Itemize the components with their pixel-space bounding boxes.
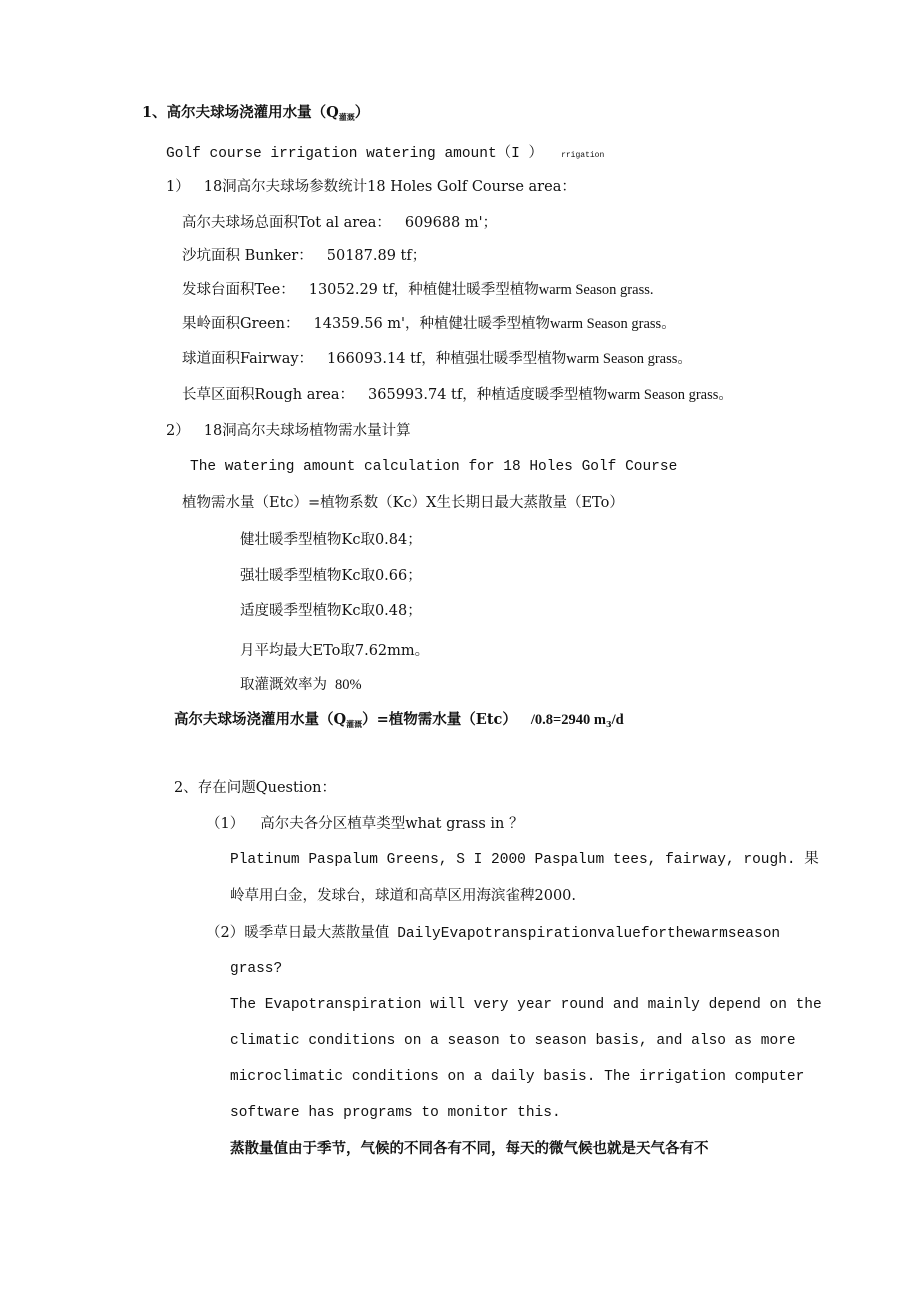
question2-heading: （2）暖季草日最大蒸散量值 DailyEvapotranspirationvalueforthewarmseason (206, 925, 781, 942)
formula-line: 植物需水量（Etc）=植物系数（Kc）X生长期日最大蒸散量（ETo） (182, 495, 624, 511)
item1-heading: 1） 18洞高尔夫球场参数统计18 Holes Golf Course area： (166, 179, 576, 195)
question2-answer-line: climatic conditions on a season to season basis, and also as more (230, 1033, 796, 1049)
efficiency-line: 取灌溉效率为 80% (240, 677, 362, 693)
item2-english-line: The watering amount calculation for 18 Holes Golf Course (190, 459, 678, 475)
section1-heading: 1、高尔夫球场浇灌用水量$(Q_{灌溉})$ (142, 104, 370, 122)
item2-heading: 2） 18洞高尔夫球场植物需水量计算 (166, 423, 411, 439)
area-row-total: 高尔夫球场总面积Tot al area： 609688 m'； (182, 215, 498, 231)
question2-answer-line: microclimatic conditions on a daily basis. The irrigation computer (230, 1069, 805, 1085)
coefficient-strong: 强壮暖季型植物Kc取0.66； (240, 568, 422, 584)
question1-answer-chinese: 岭草用白金，发球台，球道和高草区用海滨雀稗2000. (230, 888, 577, 904)
area-row-green: 果岭面积Green： 14359.56 m'，种植健壮暖季型植物warm Season grass。 (182, 316, 676, 332)
question1-heading: （1） 高尔夫各分区植草类型what grass in ？ (206, 816, 524, 832)
section1-english-title: Golf course irrigation watering amount（I ） rrigation (166, 146, 605, 162)
question2-answer-chinese: 蒸散量值由于季节，气候的不同各有不同，每天的微气候也就是天气各有不 (230, 1140, 709, 1157)
eto-line: 月平均最大ETo取7.62mm。 (240, 643, 430, 659)
result-line: 高尔夫球场浇灌用水量$(Q_{灌溉})=$植物需水量（Etc） /0.8=2940 $m_3/d$ (174, 711, 624, 729)
question2-answer-line: software has programs to monitor this. (230, 1105, 561, 1121)
question2-heading-cont: grass? (230, 961, 283, 977)
question2-answer-line: The Evapotranspiration will very year round and mainly depend on the (230, 997, 822, 1013)
coefficient-moderate: 适度暖季型植物Kc取0.48； (240, 603, 422, 619)
coefficient-robust: 健壮暖季型植物Kc取0.84； (240, 532, 422, 548)
area-row-rough: 长草区面积Rough area： 365993.74 tf，种植适度暖季型植物warm Season grass。 (182, 387, 733, 403)
area-row-bunker: 沙坑面积 Bunker： 50187.89 tf； (182, 248, 427, 264)
section2-heading: 2、存在问题Question： (174, 780, 337, 796)
question1-answer-english: Platinum Paspalum Greens, S I 2000 Paspalum tees, fairway, rough. 果 (230, 852, 819, 868)
area-row-tee: 发球台面积Tee： 13052.29 tf，种植健壮暖季型植物warm Season grass. (182, 282, 654, 298)
area-row-fairway: 球道面积Fairway： 166093.14 tf，种植强壮暖季型植物warm Season grass。 (182, 351, 692, 367)
